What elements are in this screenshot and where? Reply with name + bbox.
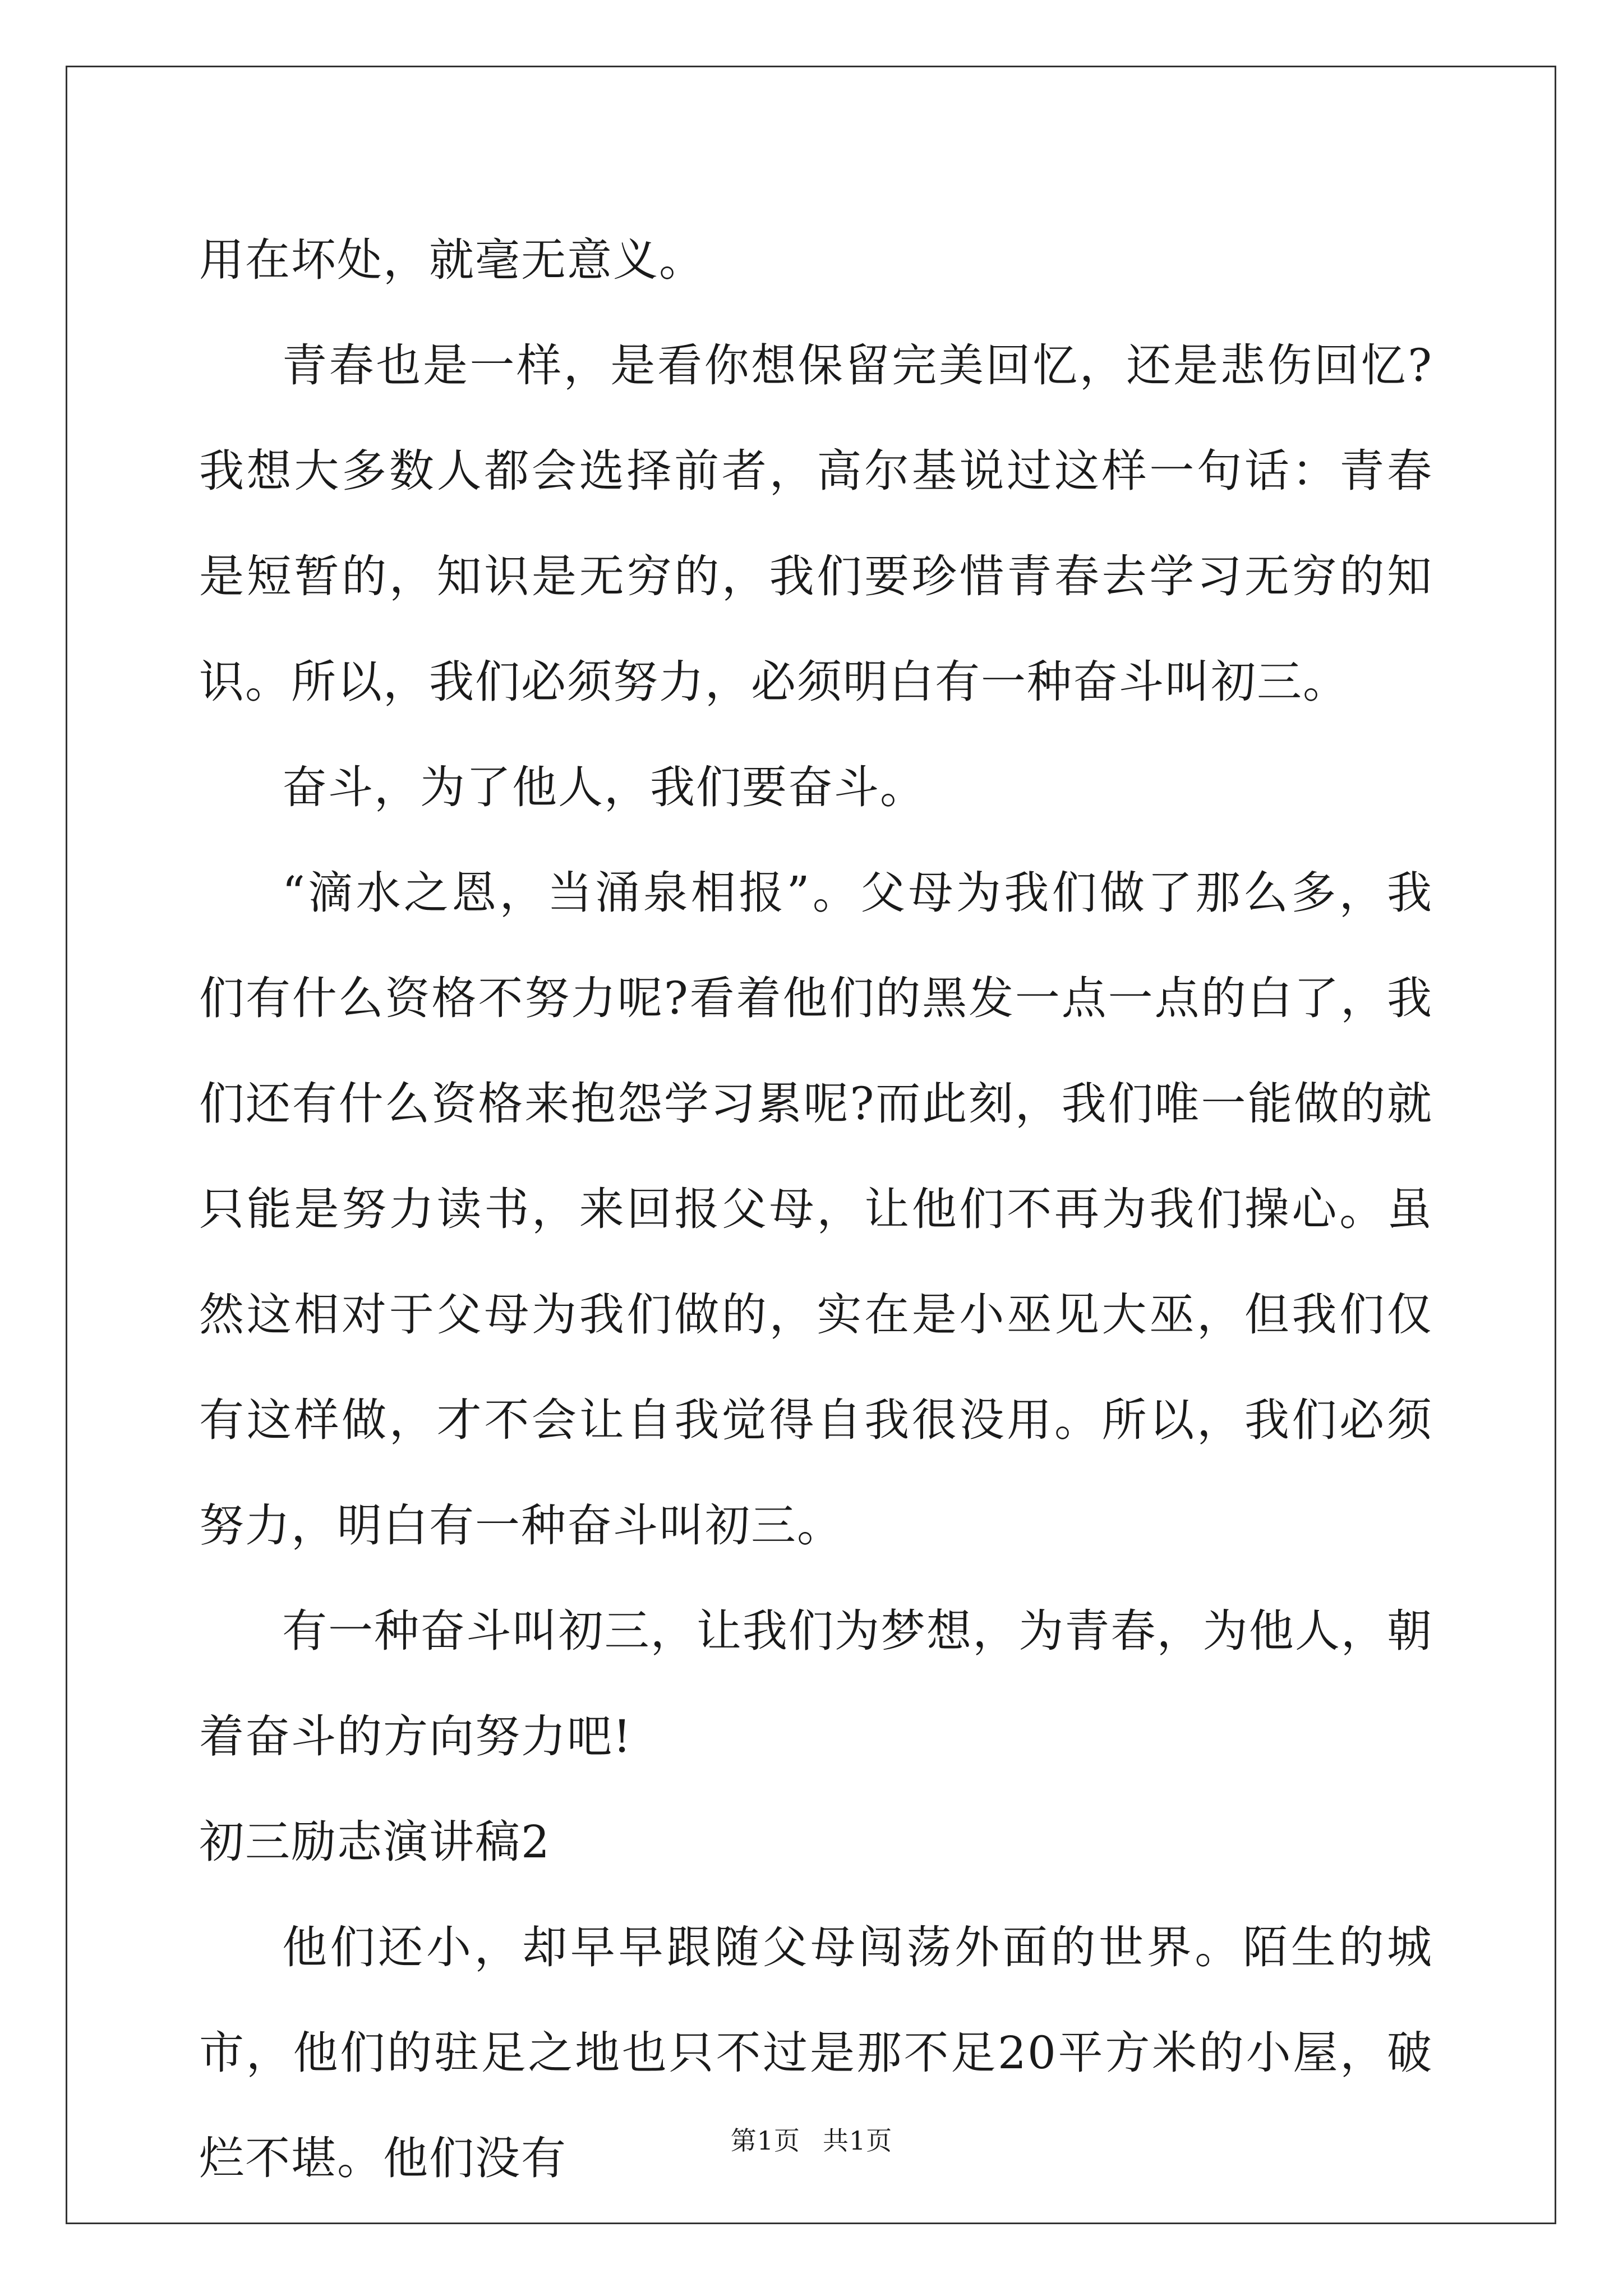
section-heading: 初三励志演讲稿2	[199, 1816, 551, 1868]
page-number: 第1页	[730, 2125, 800, 2156]
paragraph-3: 奋斗，为了他人，我们要奋斗。	[282, 761, 926, 813]
page-total: 共1页	[823, 2125, 893, 2156]
document-body	[199, 208, 1433, 2211]
paragraph-2: 青春也是一样，是看你想保留完美回忆，还是悲伤回忆?我想大多数人都会选择前者，高尔基说过这样一句话：青春是短暂的，知识是无穷的，我们要珍惜青春去学习无穷的知识。所以，我们必须努力，必须明白有一种奋斗叫初三。	[199, 339, 1433, 708]
paragraph-4: “滴水之恩，当涌泉相报”。父母为我们做了那么多，我们有什么资格不努力呢?看着他们的黑发一点一点的白了，我们还有什么资格来抱怨学习累呢?而此刻，我们唯一能做的就只能是努力读书，来回报父母，让他们不再为我们操心。虽然这相对于父母为我们做的，实在是小巫见大巫，但我们仅有这样做，才不会让自我觉得自我很没用。所以，我们必须努力，明白有一种奋斗叫初三。	[199, 867, 1433, 1552]
paragraph-5: 有一种奋斗叫初三，让我们为梦想，为青春，为他人，朝着奋斗的方向努力吧!	[199, 1605, 1433, 1763]
paragraph-6: 他们还小，却早早跟随父母闯荡外面的世界。陌生的城市，他们的驻足之地也只不过是那不足20平方米的小屋，破烂不堪。他们没有	[199, 1921, 1433, 2184]
paragraph-1: 用在坏处，就毫无意义。	[199, 234, 705, 286]
page-footer	[0, 2120, 1623, 2157]
